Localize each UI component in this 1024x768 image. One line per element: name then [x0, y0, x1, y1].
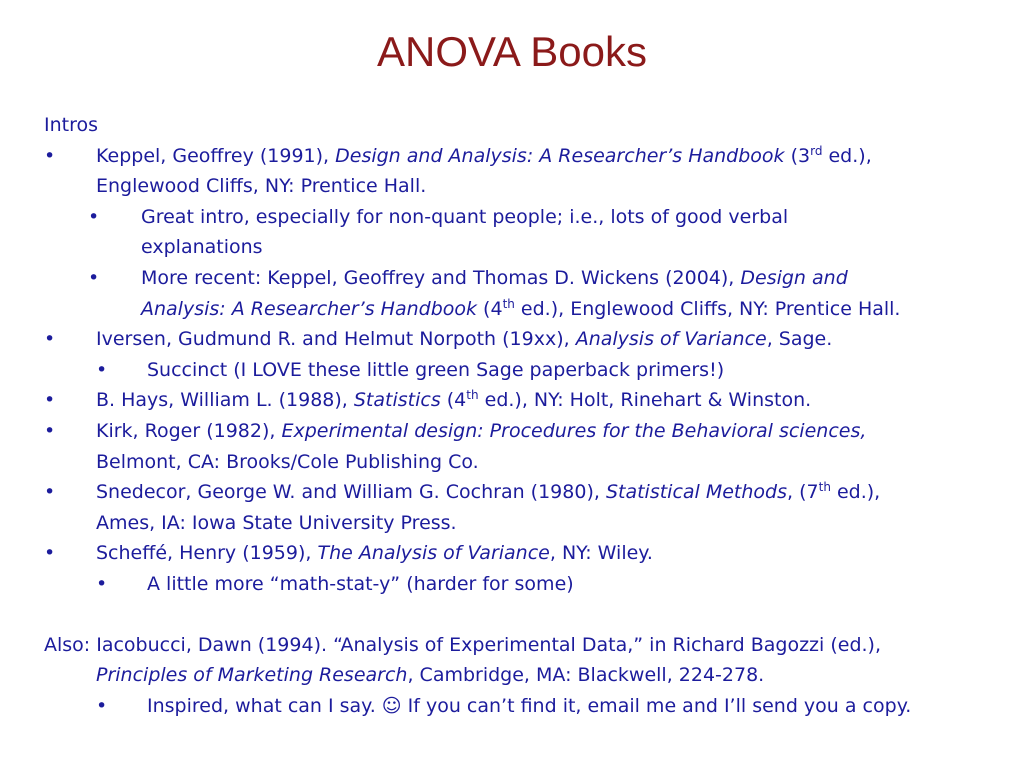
- book-title: Design and Analysis: A Researcher’s Handbook: [335, 144, 785, 167]
- slide-title: ANOVA Books: [376, 28, 647, 75]
- book-title: Design and: [740, 266, 848, 289]
- also-item-cont: Principles of Marketing Research, Cambridge, MA: Blackwell, 224-278.: [96, 664, 765, 687]
- bullet: •: [44, 144, 56, 167]
- book-title: Experimental design: Procedures for the Behavioral sciences,: [281, 419, 867, 442]
- bullet: •: [44, 542, 56, 565]
- bullet: •: [96, 572, 108, 595]
- list-item-snedecor: • Snedecor, George W. and William G. Cochran (1980), Statistical Methods, (7th ed.),: [44, 477, 1004, 508]
- bullet: •: [44, 481, 56, 504]
- spacer: [44, 600, 1004, 630]
- bullet: •: [44, 419, 56, 442]
- slide-content: [44, 110, 1004, 721]
- book-title: Analysis of Variance: [575, 328, 767, 351]
- book-title: Statistical Methods: [605, 481, 788, 504]
- bullet: •: [44, 389, 56, 412]
- book-title: Statistics: [353, 389, 441, 412]
- book-title: Analysis: A Researcher’s Handbook: [141, 297, 478, 320]
- list-item-kirk: • Kirk, Roger (1982), Experimental design: Procedures for the Behavioral sciences,: [44, 416, 1004, 447]
- list-item-hays: • B. Hays, William L. (1988), Statistics (4th ed.), NY: Holt, Rinehart & Winston.: [44, 385, 1004, 416]
- book-title: Principles of Marketing Research: [96, 664, 408, 687]
- bullet: •: [88, 266, 100, 289]
- bullet: •: [96, 358, 108, 381]
- sub-item-keppel-note2-cont: Analysis: A Researcher’s Handbook (4th ed.), Englewood Cliffs, NY: Prentice Hall.: [141, 296, 901, 320]
- also-item: Also: Iacobucci, Dawn (1994). “Analysis of Experimental Data,” in Richard Bagozzi (ed.),: [44, 633, 881, 656]
- list-item-scheffe: • Scheffé, Henry (1959), The Analysis of Variance, NY: Wiley.: [44, 538, 1004, 569]
- sub-item-keppel-note1: • Great intro, especially for non-quant people; i.e., lots of good verbal: [44, 202, 1004, 233]
- list-item-kirk-cont: Belmont, CA: Brooks/Cole Publishing Co.: [96, 450, 479, 473]
- sub-item-also-note: • Inspired, what can I say. ☺ If you can’t find it, email me and I’ll send you a copy.: [44, 691, 1004, 722]
- sub-item-scheffe-note: • A little more “math-stat-y” (harder for some): [44, 569, 1004, 600]
- list-item-snedecor-cont: Ames, IA: Iowa State University Press.: [96, 511, 457, 534]
- sub-item-iversen-note: • Succinct (I LOVE these little green Sage paperback primers!): [44, 355, 1004, 386]
- sub-item-keppel-note1-cont: explanations: [141, 236, 263, 259]
- book-title: The Analysis of Variance: [317, 542, 550, 565]
- list-item-keppel: • Keppel, Geoffrey (1991), Design and Analysis: A Researcher’s Handbook (3rd ed.),: [44, 141, 1004, 172]
- bullet: •: [88, 205, 100, 228]
- list-item-keppel-cont: Englewood Cliffs, NY: Prentice Hall.: [96, 175, 427, 198]
- bullet: •: [44, 328, 56, 351]
- sub-item-keppel-note2: • More recent: Keppel, Geoffrey and Thomas D. Wickens (2004), Design and: [44, 263, 1004, 294]
- list-item-iversen: • Iversen, Gudmund R. and Helmut Norpoth (19xx), Analysis of Variance, Sage.: [44, 324, 1004, 355]
- section-heading: Intros: [44, 114, 99, 136]
- bullet: •: [96, 694, 108, 717]
